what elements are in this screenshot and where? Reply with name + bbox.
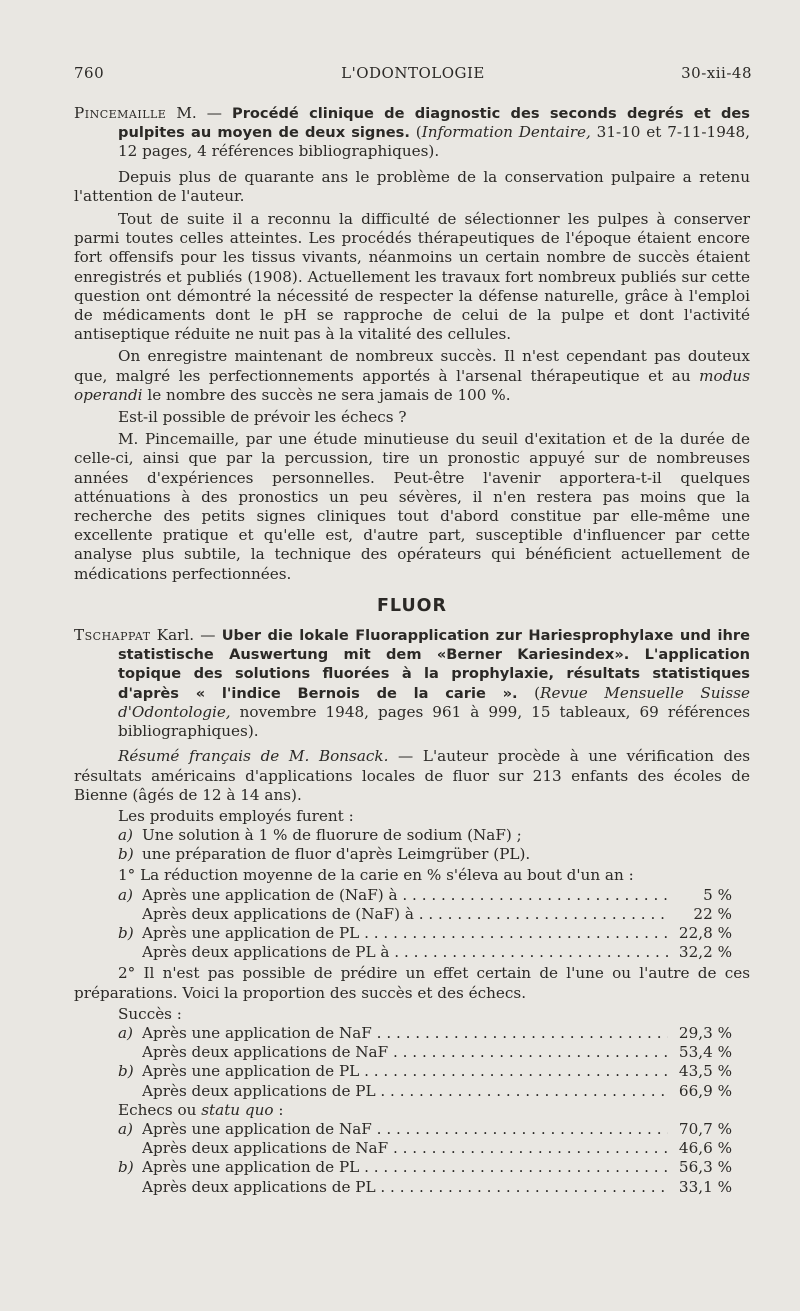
row-text: Après une application de PL . . . — [142, 1062, 668, 1081]
table-row — [74, 1120, 750, 1139]
row-label: b) — [118, 1062, 134, 1081]
row-text: Après deux applications de PL . . . — [142, 1178, 668, 1197]
row-value: 43,5 % — [678, 1062, 732, 1081]
row-label: b) — [118, 924, 134, 943]
table-row — [74, 943, 750, 962]
row-value: 56,3 % — [678, 1158, 732, 1177]
author-name: Pincemaille — [74, 104, 167, 122]
row-value: 32,2 % — [678, 943, 732, 962]
paragraph — [74, 747, 750, 805]
row-label: a) — [118, 885, 133, 904]
paragraph: Depuis plus de quarante ans le problème de la conservation pulpaire a retenu l'attention de l'auteur. — [74, 167, 750, 205]
row-value: 66,9 % — [678, 1081, 732, 1100]
italic-span: Résumé français de M. Bonsack. — [118, 747, 389, 766]
author-initial: Karl. — — [150, 626, 222, 645]
item-text: une préparation de fluor d'après Leimgrüber (PL). — [142, 845, 531, 864]
row-text: Après une application de PL . . . — [142, 924, 668, 943]
failure-table — [74, 1120, 750, 1197]
issue-date: 30-xii-48 — [681, 64, 752, 82]
row-text: Après deux applications de NaF . . . — [142, 1043, 668, 1062]
table-row — [74, 1139, 750, 1158]
row-label: b) — [118, 1158, 134, 1177]
ref-open: ( — [409, 123, 422, 142]
success-table — [74, 1024, 750, 1101]
item-text: Une solution à 1 % de fluorure de sodium (NaF) ; — [142, 826, 522, 845]
article-title: Uber die lokale Fluorapplication zur Hariesprophylaxe und ihre statistische Auswertung mit dem «Berner Kariesindex». L'application topique des solutions fluorées à la prophylaxie, résultats statistiques d'après « l'indice Bernois de la carie ». — [118, 627, 750, 702]
text-span: On enregistre maintenant de nombreux succès. Il n'est cependant pas douteux que, malgré les perfectionnements apportés à l'arsenal thérapeutique et au — [74, 347, 750, 385]
row-label: a) — [118, 1024, 133, 1043]
product-item — [74, 826, 750, 845]
row-text: Après une application de (NaF) à . . . — [142, 886, 668, 905]
journal-title: L'ODONTOLOGIE — [341, 64, 485, 82]
row-value: 33,1 % — [678, 1177, 732, 1196]
point-1: 1° La réduction moyenne de la carie en % s'éleva au bout d'un an : — [118, 866, 634, 885]
journal-ref: Revue Mensuelle Suisse d'Odontologie, — [118, 683, 750, 721]
row-label: a) — [118, 1120, 133, 1138]
author-name: Tschappat — [74, 626, 151, 645]
paragraph: Est-il possible de prévoir les échecs ? — [118, 408, 407, 427]
table-row — [74, 886, 750, 905]
reduction-table — [74, 886, 750, 963]
product-item — [74, 845, 750, 864]
row-text: Après deux applications de NaF . . . — [142, 1139, 668, 1158]
table-row — [74, 1043, 750, 1062]
paragraph: M. Pincemaille, par une étude minutieuse du seuil d'exitation et de la durée de celle-ci, ainsi que par la percussion, tire un pronostic appuyé sur de nombreuses années d'expériences personnelles. Peut-être l'avenir apportera-t-il quelques atténuations à des pronostics un peu sévères, il n'en restera pas moins que la recherche des petits signes cliniques tout d'abord constitue par elle-même une excellente pratique et qu'elle est, d'autre part, susceptible d'influencer par cette analyse plus subtile, la technique des opérateurs qui bénéficient actuellement de médications perfectionnées. — [74, 430, 750, 583]
entry-tschappat-citation — [74, 626, 750, 741]
article-title: Procédé clinique de diagnostic des seconds degrés et des pulpites au moyen de deux signes. — [118, 105, 750, 142]
row-value: 29,3 % — [678, 1024, 732, 1043]
ref-details: novembre 1948, pages 961 à 999, 15 tableaux, 69 références bibliographiques). — [118, 702, 750, 741]
products-intro: Les produits employés furent : — [118, 806, 354, 825]
ref-details: 31-10 et 7-11-1948, 12 pages, 4 références bibliographiques). — [118, 123, 751, 161]
row-text: Après une application de NaF . . . — [142, 1120, 668, 1139]
italic-span: modus operandi — [74, 366, 750, 404]
item-label: b) — [118, 845, 134, 864]
row-value: 70,7 % — [678, 1120, 732, 1138]
row-value: 53,4 % — [678, 1043, 732, 1062]
table-row — [74, 1062, 750, 1081]
ref-open: ( — [517, 683, 541, 702]
author-initial: M. — — [166, 104, 232, 122]
text-span: — L'auteur procède à une vérification des résultats américains d'applications locales de fluor sur 213 enfants des écoles de Bienne (âgés de 12 à 14 ans). — [74, 747, 750, 804]
text-span: : — [273, 1100, 284, 1119]
row-value: 22 % — [693, 904, 732, 923]
row-text: Après une application de PL . . . — [142, 1158, 668, 1177]
entry-pincemaille-citation — [74, 104, 750, 162]
row-text: Après deux applications de (NaF) à . . . — [142, 905, 668, 924]
page-body — [74, 104, 750, 1197]
table-row — [74, 905, 750, 924]
journal-ref: Information Dentaire, — [421, 123, 591, 142]
page-number: 760 — [74, 64, 105, 82]
paragraph: Tout de suite il a reconnu la difficulté de sélectionner les pulpes à conserver parmi toutes celles atteintes. Les procédés thérapeutiques de l'époque étaient encore fort offensifs pour les tissus vivants, néanmoins un certain nombre de succès étaient enregistrés et publiés (1908). Actuellement les travaux fort nombreux publiés sur cette question ont démontré la nécessité de respecter la défense naturelle, grâce à l'emploi de médicaments dont le pH se rapproche de celui de la pulpe et dont l'activité antiseptique réduite ne nuit pas à la vitalité des cellules. — [74, 210, 750, 344]
row-value: 5 % — [703, 885, 732, 904]
text-span: Echecs ou — [118, 1100, 202, 1119]
item-label: a) — [118, 826, 133, 845]
table-row — [74, 1178, 750, 1197]
text-span: le nombre des succès ne sera jamais de 100 %. — [142, 385, 511, 404]
section-heading: FLUOR — [376, 595, 448, 616]
table-row — [74, 1082, 750, 1101]
table-row — [74, 1024, 750, 1043]
failure-heading — [74, 1101, 750, 1120]
table-row — [74, 1158, 750, 1177]
row-text: Après une application de NaF . . . — [142, 1024, 668, 1043]
row-text: Après deux applications de PL . . . — [142, 1082, 668, 1101]
paragraph — [74, 347, 750, 405]
success-heading: Succès : — [118, 1004, 182, 1023]
row-value: 46,6 % — [678, 1139, 732, 1158]
row-text: Après deux applications de PL à . . . — [142, 943, 668, 962]
row-value: 22,8 % — [678, 924, 732, 943]
point-2: 2° Il n'est pas possible de prédire un effet certain de l'une ou l'autre de ces préparations. Voici la proportion des succès et des échecs. — [74, 964, 750, 1002]
italic-span: statu quo — [201, 1100, 274, 1119]
running-header — [74, 64, 752, 86]
table-row — [74, 924, 750, 943]
